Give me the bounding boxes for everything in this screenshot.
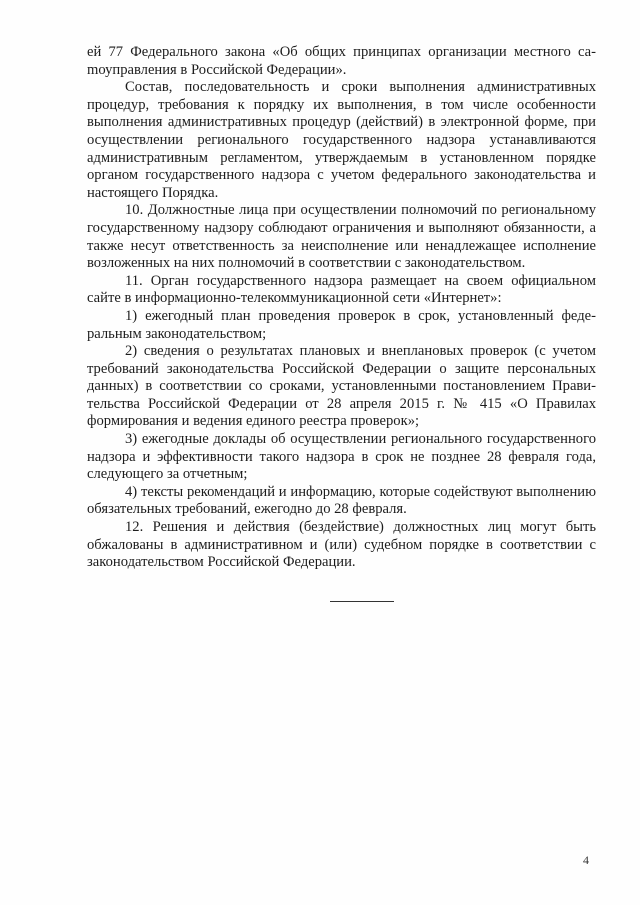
page-number: 4 [583, 853, 589, 867]
paragraph-procedures: Состав, последовательность и сроки выполнения административных процедур, требования к порядку их выполнения, в том числе особенности выполнения административных процедур (действий) в электронной форме, при осуществлении регионального государственного надзора устанавливаются административным регламентом, утверждаемым в установленном порядке органом государственного надзора с учетом федерального законодательства и настоящего Порядка. [87, 79, 596, 201]
paragraph-item-12: 12. Решения и действия (бездействие) должностных лиц могут быть обжалованы в административном и (или) судебном порядке в соответствии с законодательством Российской Федерации. [87, 519, 596, 571]
list-item-4: 4) тексты рекомендаций и информацию, которые содействуют выполнению обязательных требований, ежегодно до 28 февраля. [87, 483, 596, 518]
list-item-3: 3) ежегодные доклады об осуществлении регионального государственного надзора и эффективности такого надзора в срок не позднее 28 февраля года, следующего за отчетным; [87, 431, 596, 483]
paragraph-continuation: ей 77 Федерального закона «Об общих принципах организации местного саmоуправления в Российской Федерации». [87, 44, 596, 78]
list-item-1: 1) ежегодный план проведения проверок в срок, установленный федеральным законодательством; [87, 307, 596, 342]
paragraph-item-10: 10. Должностные лица при осуществлении полномочий по региональному государственному надзору соблюдают ограничения и выполняют обязанности, а также несут ответственность за неисполнение или ненадлежащее исполнение возложенных на них полномочий в соответствии с законодательством. [87, 202, 596, 272]
document-body [87, 44, 596, 572]
end-divider-line [330, 601, 394, 602]
paragraph-item-11: 11. Орган государственного надзора размещает на своем официальном сайте в информационно-телекоммуникационной сети «Интернет»: [87, 272, 596, 307]
list-item-2: 2) сведения о результатах плановых и внеплановых проверок (с учетом требований законодательства Российской Федерации о защите персональных данных) в соответствии со сроками, установленными постановлением Правительства Российской Федерации от 28 апреля 2015 г. № 415 «О Правилах формирования и ведения единого реестра проверок»; [87, 343, 596, 430]
